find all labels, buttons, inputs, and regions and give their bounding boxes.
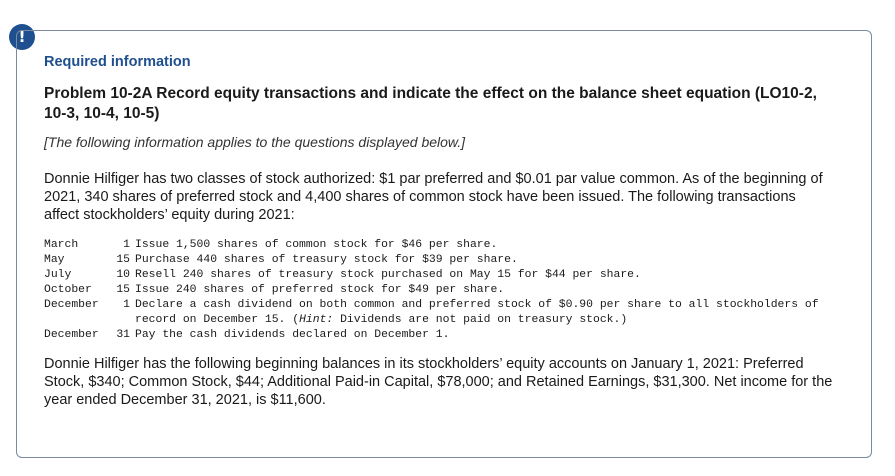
required-information-panel (44, 54, 834, 409)
transaction-month: December (44, 299, 99, 311)
applies-note: [The following information applies to the questions displayed below.] (44, 134, 466, 150)
transaction-description: Issue 1,500 shares of common stock for $46 per share. (135, 239, 498, 251)
transaction-row (44, 268, 834, 283)
required-information-heading: Required information (44, 54, 191, 70)
beginning-balances-paragraph: Donnie Hilfiger has the following beginning balances in its stockholders’ equity accounts on January 1, 2021: Preferred Stock, $340; Common Stock, $44; Additional Paid-in Capital, $78,000; and Retained Earnings, $31,300. Net income for the year ended December 31, 2021, is $11,600. (44, 356, 833, 408)
transaction-month: December (44, 329, 99, 341)
transaction-row (44, 298, 834, 328)
transaction-description-text: Declare a cash dividend on both common and preferred stock of $0.90 per share to all stockholders of record on December 15. ( (135, 299, 819, 326)
hint-label: Hint: (299, 314, 334, 326)
transaction-row (44, 238, 834, 253)
transaction-day: 15 (116, 254, 130, 266)
transaction-description-text: Dividends are not paid on treasury stock.) (333, 314, 628, 326)
transaction-day: 31 (116, 329, 130, 341)
transaction-month: October (44, 284, 92, 296)
transaction-list (44, 238, 834, 343)
transaction-row (44, 253, 834, 268)
transaction-month: March (44, 239, 79, 251)
transaction-description: Pay the cash dividends declared on December 1. (135, 329, 450, 341)
transaction-month: May (44, 254, 65, 266)
transaction-description: Issue 240 shares of preferred stock for $49 per share. (135, 284, 505, 296)
problem-title: Problem 10-2A Record equity transactions and indicate the effect on the balance sheet equation (LO10-2, 10-3, 10-4, 10-5) (44, 85, 817, 122)
transaction-day: 1 (123, 299, 130, 311)
transaction-day: 10 (116, 269, 130, 281)
transaction-description: Purchase 440 shares of treasury stock for $39 per share. (135, 254, 518, 266)
alert-icon: ! (9, 24, 35, 50)
transaction-month: July (44, 269, 72, 281)
transaction-row (44, 328, 834, 343)
transaction-day: 1 (123, 239, 130, 251)
transaction-description: Resell 240 shares of treasury stock purchased on May 15 for $44 per share. (135, 269, 641, 281)
transaction-row (44, 283, 834, 298)
intro-paragraph: Donnie Hilfiger has two classes of stock authorized: $1 par preferred and $0.01 par value common. As of the beginning of 2021, 340 shares of preferred stock and 4,400 shares of common stock have been issued. The following transactions affect stockholders’ equity during 2021: (44, 171, 823, 223)
transaction-description (135, 298, 834, 328)
transaction-day: 15 (116, 284, 130, 296)
